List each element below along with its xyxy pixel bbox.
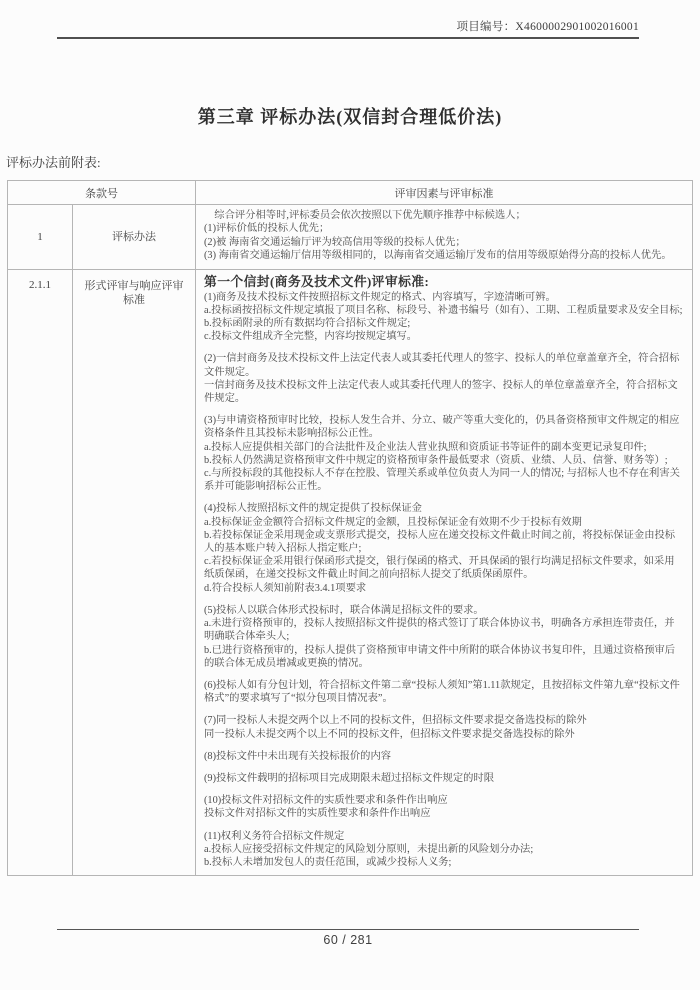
- text-line: a.投标人应提供相关部门的合法批件及企业法人营业执照和资质证书等证件的副本变更记录复印件;: [204, 441, 647, 453]
- text-line: [204, 670, 684, 679]
- text-line: (3)与申请资格预审时比较，投标人发生合并、分立、破产等重大变化的，仍具备资格预审文件规定的相应资格条件且其投标未影响招标公正性。: [204, 415, 680, 440]
- text-line: (2)被 海南省交通运输厅评为较高信用等级的投标人优先；: [204, 236, 466, 248]
- clause-cell: 2.1.1: [8, 269, 73, 876]
- criteria-table: [7, 180, 693, 876]
- text-line: (2)一信封商务及技术投标文件上法定代表人或其委托代理人的签字、投标人的单位章盖章齐全，符合招标文件规定。: [204, 353, 680, 378]
- content-lines: [204, 291, 684, 870]
- text-line: 一信封商务及技术投标文件上法定代表人或其委托代理人的签字、投标人的单位章盖章齐全，符合招标文件规定。: [204, 379, 678, 405]
- text-line: [204, 705, 684, 714]
- text-line: c.投标文件组成齐全完整，内容均按规定填写。: [204, 331, 418, 343]
- doc-header: [57, 18, 639, 39]
- text-line: (11)权利义务符合招标文件规定: [204, 830, 345, 842]
- text-line: d.符合投标人须知前附表3.4.1项要求: [204, 582, 367, 594]
- text-line: a.投标保证金金额符合招标文件规定的金额，且投标保证金有效期不少于投标有效期: [204, 516, 582, 528]
- text-line: (4)投标人按照招标文件的规定提供了投标保证金: [204, 503, 422, 515]
- text-line: (8)投标文件中未出现有关投标报价的内容: [204, 750, 392, 762]
- text-line: b.投标函附录的所有数据均符合招标文件规定;: [204, 318, 411, 330]
- content-cell: [196, 269, 693, 876]
- text-line: 综合评分相等时,评标委员会依次按照以下优先顺序推荐中标候选人；: [204, 210, 526, 221]
- text-line: (7)同一投标人未提交两个以上不同的投标文件，但招标文件要求提交备选投标的除外: [204, 715, 587, 727]
- text-line: a.投标函按招标文件规定填报了项目名称、标段号、补遗书编号（如有）、工期、工程质量要求及安全目标;: [204, 304, 683, 316]
- text-line: [204, 741, 684, 750]
- content-lines: [204, 209, 684, 263]
- text-line: b.若投标保证金采用现金或支票形式提交，投标人应在递交投标文件截止时间之前，将投标保证金由投标人的基本账户转入招标人指定账户;: [204, 529, 676, 555]
- clause-cell: 1: [8, 205, 73, 270]
- table-row-2: [8, 269, 693, 876]
- text-line: (5)投标人以联合体形式投标时，联合体满足招标文件的要求。: [204, 604, 484, 616]
- page-number: 60 / 281: [323, 933, 373, 947]
- text-line: a.投标人应接受招标文件规定的风险划分原则，未提出新的风险划分办法;: [204, 843, 534, 855]
- text-line: [204, 493, 684, 502]
- text-line: [204, 821, 684, 830]
- text-line: (10)投标文件对招标文件的实质性要求和条件作出响应: [204, 795, 448, 807]
- text-line: b.已进行资格预审的，投标人提供了资格预审申请文件中所附的联合体协议书复印件，且通过资格预审后的联合体无成员增减或更换的情况。: [204, 644, 676, 669]
- text-line: [204, 405, 684, 414]
- table-row-1: [8, 205, 693, 270]
- text-line: (3) 海南省交通运输厅信用等级相同的，以海南省交通运输厅发布的信用等级原始得分高的投标人优先。: [204, 250, 672, 262]
- text-line: (9)投标文件载明的招标项目完成期限未超过招标文件规定的时限: [204, 772, 495, 784]
- table-header-row: [8, 181, 693, 205]
- page-title: 第三章 评标办法(双信封合理低价法): [197, 107, 503, 127]
- text-line: [204, 343, 684, 352]
- text-line: [204, 785, 684, 794]
- page-footer: [57, 929, 639, 949]
- content-heading: 第一个信封(商务及技术文件)评审标准:: [204, 274, 430, 289]
- text-line: [204, 595, 684, 604]
- text-line: (1)评标价低的投标人优先；: [204, 223, 330, 235]
- name-cell: 形式评审与响应评审标准: [73, 269, 196, 876]
- text-line: a.未进行资格预审的，投标人按照招标文件提供的格式签订了联合体协议书，明确各方承担连带责任，并明确联合体牵头人;: [204, 618, 675, 643]
- criteria-column-header: 评审因素与评审标准: [196, 181, 693, 205]
- text-line: [204, 763, 684, 772]
- content-cell: [196, 205, 693, 270]
- name-cell: 评标办法: [73, 205, 196, 270]
- text-line: b.投标人未增加发包人的责任范围，或减少投标人义务;: [204, 856, 452, 868]
- text-line: (1)商务及技术投标文件按照招标文件规定的格式、内容填写，字迹清晰可辨。: [204, 291, 556, 303]
- project-number: 项目编号：X4600002901002016001: [456, 21, 639, 33]
- text-line: 同一投标人未提交两个以上不同的投标文件，但招标文件要求提交备选投标的除外: [204, 728, 575, 740]
- text-line: c.若投标保证金采用银行保函形式提交，银行保函的格式、开具保函的银行均满足招标文件要求，如采用纸质保函，在递交投标文件截止时间之前向招标人提交了纸质保函原件。: [204, 556, 675, 581]
- pretable-label: 评标办法前附表:: [6, 155, 101, 170]
- text-line: b.投标人仍然满足资格预审文件中规定的资格预审条件最低要求（资质、业绩、人员、信誉、财务等）;: [204, 454, 668, 466]
- text-line: 投标文件对招标文件的实质性要求和条件作出响应: [204, 808, 431, 820]
- clause-column-header: 条款号: [8, 181, 196, 205]
- text-line: c.与所投标段的其他投标人不存在控股、管理关系或单位负责人为同一人的情况; 与招标人也不存在利害关系并可能影响招标公正性。: [204, 468, 680, 493]
- text-line: (6)投标人如有分包计划，符合招标文件第二章“投标人须知”第1.11款规定，且按招标文件第九章“投标文件格式”的要求填写了“拟分包项目情况表”。: [204, 679, 680, 705]
